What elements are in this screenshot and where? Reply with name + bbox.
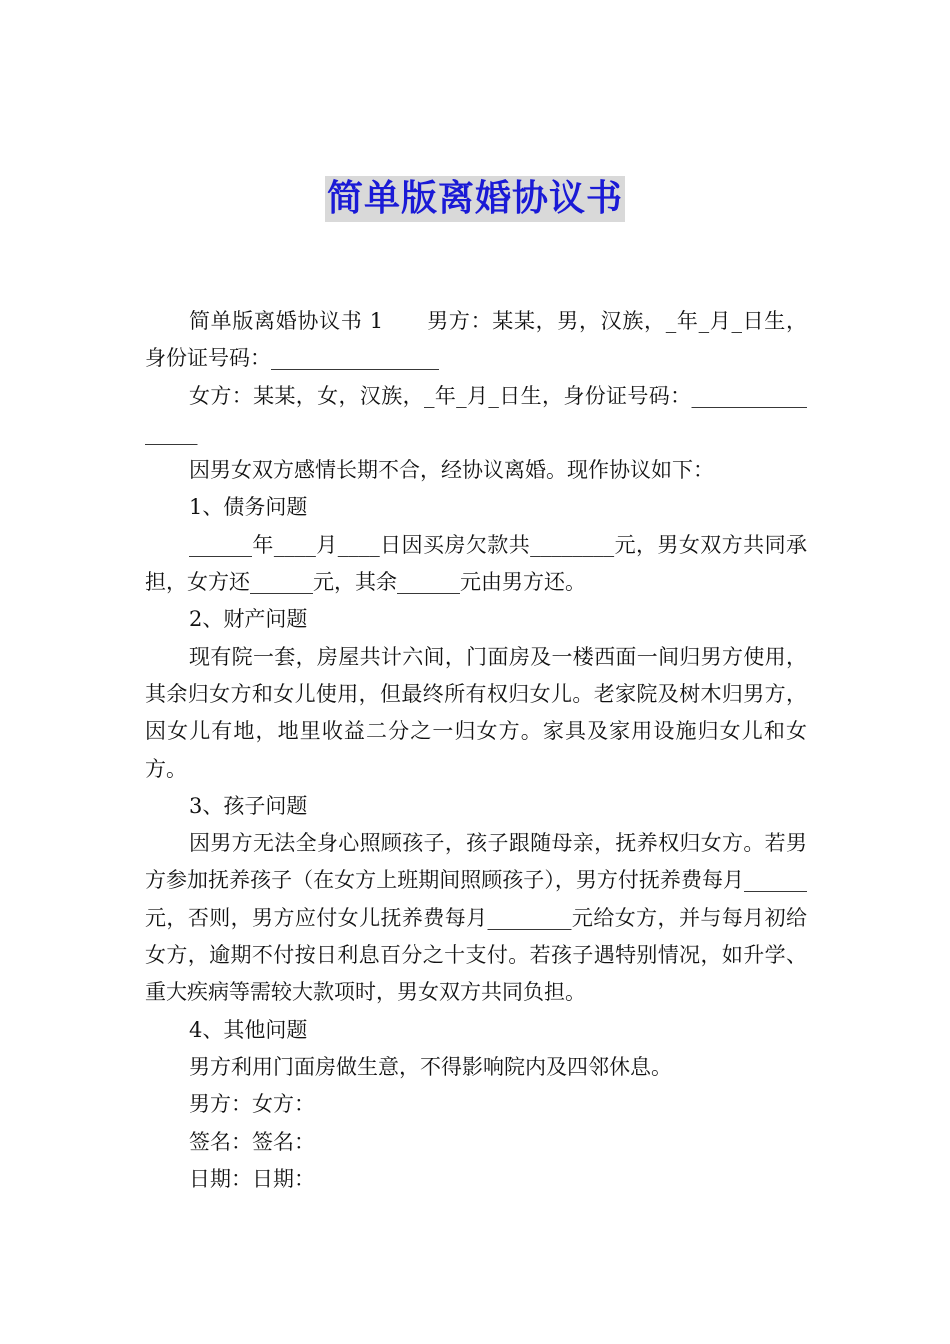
document-body [145, 303, 807, 1198]
signature-parties: 男方：女方： [189, 1092, 315, 1117]
document-title: 简单版离婚协议书 [325, 176, 625, 222]
paragraph-debt: ______年____月____日因买房欠款共________元，男女双方共同承担，女方还______元，其余______元由男方还。 [145, 532, 807, 595]
paragraph-intro-male: 简单版离婚协议书 1 男方：某某，男，汉族，_年_月_日生，身份证号码：________________ [145, 309, 807, 371]
title-wrapper [0, 176, 950, 222]
signature-dates: 日期：日期： [189, 1166, 315, 1191]
paragraph-property: 现有院一套，房屋共计六间，门面房及一楼西面一间归男方使用，其余归女方和女儿使用，但最终所有权归女儿。老家院及树木归男方，因女儿有地，地里收益二分之一归女方。家具及家用设施归女儿和女方。 [145, 644, 807, 781]
section-heading-debt: 1、债务问题 [189, 495, 308, 520]
section-heading-child: 3、孩子问题 [189, 793, 308, 818]
paragraph-child: 因男方无法全身心照顾孩子，孩子跟随母亲，抚养权归女方。若男方参加抚养孩子（在女方上班期间照顾孩子），男方付抚养费每月______元，否则，男方应付女儿抚养费每月________元给女方，并与每月初给女方，逾期不付按日利息百分之十支付。若孩子遇特别情况，如升学、重大疾病等需较大款项时，男女双方共同负担。 [145, 831, 807, 1005]
paragraph-female: 女方：某某，女，汉族，_年_月_日生，身份证号码：________________ [145, 383, 807, 445]
signature-names: 签名：签名： [189, 1129, 315, 1154]
section-heading-property: 2、财产问题 [189, 607, 308, 632]
paragraph-other: 男方利用门面房做生意，不得影响院内及四邻休息。 [189, 1054, 672, 1079]
paragraph-reason: 因男女双方感情长期不合，经协议离婚。现作协议如下： [189, 458, 714, 483]
section-heading-other: 4、其他问题 [189, 1017, 308, 1042]
